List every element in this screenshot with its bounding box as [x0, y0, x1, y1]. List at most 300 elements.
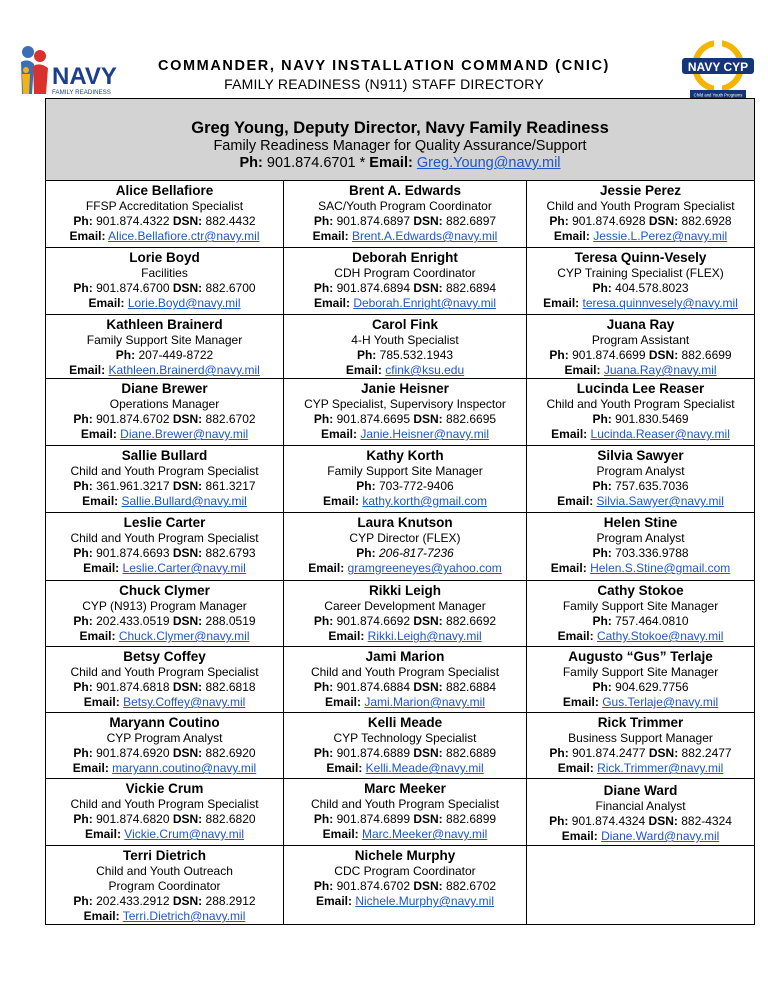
staff-name: Janie Heisner	[361, 381, 449, 396]
staff-phone-line	[527, 412, 754, 427]
staff-card	[527, 181, 755, 248]
dsn-number: 882.2477	[681, 746, 732, 760]
staff-name: Teresa Quinn-Vesely	[574, 250, 707, 265]
email-link[interactable]: Silvia.Sawyer@navy.mil	[596, 494, 724, 508]
dsn-number: 882.6702	[446, 879, 497, 893]
phone-number: 901.874.6692	[336, 614, 410, 628]
email-link[interactable]: Kelli.Meade@navy.mil	[365, 761, 484, 775]
email-link[interactable]: Lucinda.Reaser@navy.mil	[590, 427, 730, 441]
staff-card	[527, 581, 755, 647]
email-label: Email:	[562, 695, 599, 709]
staff-name: Kelli Meade	[367, 715, 443, 730]
staff-phone-line	[527, 814, 754, 829]
staff-title: CDH Program Coordinator	[334, 266, 476, 280]
dsn-number: 882.6695	[446, 412, 497, 426]
phone-label: Ph:	[73, 894, 93, 908]
phone-number: 901.874.6693	[96, 546, 170, 560]
staff-title: Child and Youth Program Specialist	[546, 199, 735, 213]
phone-number: 206-817-7236	[378, 546, 454, 560]
deputy-director-banner	[46, 99, 755, 181]
navy-cyp-logo	[676, 38, 760, 102]
phone-label: Ph:	[73, 614, 93, 628]
staff-email-line	[284, 296, 526, 311]
dsn-number: 882.6889	[446, 746, 497, 760]
staff-title: Child and Youth Program Specialist	[70, 464, 259, 478]
email-label: Email:	[79, 629, 116, 643]
staff-title: CYP Director (FLEX)	[349, 531, 461, 545]
staff-email-line	[284, 827, 526, 842]
phone-label: Ph:	[549, 746, 569, 760]
phone-number: 901.874.6820	[96, 812, 170, 826]
banner-name-title: Greg Young, Deputy Director, Navy Family Readiness	[191, 119, 609, 137]
phone-label: Ph:	[592, 546, 612, 560]
staff-email-line	[284, 561, 526, 576]
phone-label: Ph:	[73, 214, 93, 228]
staff-phone-line	[284, 348, 526, 363]
phone-label: Ph:	[592, 680, 612, 694]
staff-name: Juana Ray	[606, 317, 675, 332]
email-label: Email:	[564, 363, 601, 377]
phone-label: Ph:	[73, 281, 93, 295]
staff-email-line	[527, 695, 754, 710]
staff-title: Family Support Site Manager	[562, 599, 719, 613]
staff-phone-line	[46, 479, 283, 494]
email-link[interactable]: Terri.Dietrich@navy.mil	[122, 909, 246, 923]
dsn-number: 882-4324	[681, 814, 732, 828]
staff-name: Cathy Stokoe	[597, 583, 684, 598]
phone-label: Ph:	[592, 281, 612, 295]
staff-name: Kathy Korth	[366, 448, 444, 463]
dsn-label: DSN:	[172, 479, 203, 493]
phone-number: 703.336.9788	[615, 546, 689, 560]
staff-phone-line	[46, 614, 283, 629]
email-link[interactable]: Vickie.Crum@navy.mil	[124, 827, 245, 841]
directory-row	[46, 846, 755, 925]
dsn-number: 882.6692	[446, 614, 497, 628]
staff-email-line	[46, 695, 283, 710]
staff-card	[527, 647, 755, 713]
directory-row	[46, 446, 755, 513]
staff-email-line	[527, 427, 754, 442]
staff-card	[46, 581, 284, 647]
staff-email-line	[527, 761, 754, 776]
staff-title: 4-H Youth Specialist	[351, 333, 459, 347]
staff-card	[46, 846, 284, 925]
staff-phone-line	[284, 812, 526, 827]
staff-card	[284, 446, 527, 513]
logo-right-text: NAVY CYP	[687, 60, 749, 74]
dsn-label: DSN:	[172, 812, 203, 826]
email-label: Email:	[550, 561, 587, 575]
email-link[interactable]: Rikki.Leigh@navy.mil	[367, 629, 482, 643]
dsn-label: DSN:	[172, 214, 203, 228]
phone-label: Ph:	[73, 812, 93, 826]
staff-phone-line	[284, 281, 526, 296]
staff-card	[527, 779, 755, 846]
phone-label: Ph:	[313, 614, 334, 628]
staff-title: Child and Youth Program Specialist	[70, 797, 259, 811]
staff-email-line	[527, 629, 754, 644]
phone-number: 901.874.2477	[572, 746, 646, 760]
staff-phone-line	[284, 746, 526, 761]
email-link[interactable]: Janie.Heisner@navy.mil	[360, 427, 490, 441]
email-link[interactable]: Diane.Brewer@navy.mil	[120, 427, 249, 441]
phone-number: 361.961.3217	[96, 479, 170, 493]
staff-title: Facilities	[141, 266, 188, 280]
email-label: Email:	[553, 229, 590, 243]
email-label: Email:	[313, 296, 350, 310]
email-label: Email:	[312, 229, 349, 243]
email-link[interactable]: maryann.coutino@navy.mil	[112, 761, 257, 775]
staff-card	[527, 248, 755, 315]
staff-title: Business Support Manager	[568, 731, 713, 745]
staff-email-line	[527, 363, 754, 378]
email-link[interactable]: cfink@ksu.edu	[385, 363, 465, 377]
phone-number: 901.874.4324	[571, 814, 646, 828]
staff-phone-line	[46, 412, 283, 427]
email-link[interactable]: Lorie.Boyd@navy.mil	[127, 296, 241, 310]
staff-card	[46, 181, 284, 248]
staff-phone-line	[527, 348, 754, 363]
dsn-number: 882.6928	[681, 214, 732, 228]
dsn-number: 861.3217	[205, 479, 256, 493]
dsn-number: 882.6699	[681, 348, 732, 362]
email-link[interactable]: Jami.Marion@navy.mil	[364, 695, 485, 709]
email-label: Email:	[315, 894, 352, 908]
staff-card	[46, 248, 284, 315]
phone-label: Ph:	[313, 746, 334, 760]
dsn-label: DSN:	[413, 214, 443, 228]
staff-email-line	[46, 427, 283, 442]
staff-card	[284, 513, 527, 581]
staff-name: Sallie Bullard	[121, 448, 208, 463]
email-label: Email:	[69, 229, 106, 243]
phone-label: Ph:	[73, 479, 93, 493]
phone-number: 785.532.1943	[379, 348, 454, 362]
dsn-number: 882.6920	[205, 746, 256, 760]
phone-number: 901.874.6920	[96, 746, 170, 760]
phone-label: Ph:	[73, 546, 93, 560]
staff-name: Laura Knutson	[357, 515, 453, 530]
phone-number: 901.874.6702	[96, 412, 170, 426]
phone-label: Ph:	[356, 546, 376, 560]
staff-title: Program Assistant	[591, 333, 690, 347]
phone-number: 901.874.6928	[572, 214, 646, 228]
staff-title: Financial Analyst	[595, 799, 686, 813]
email-label: Email:	[308, 561, 345, 575]
dsn-number: 882.4432	[205, 214, 256, 228]
staff-email-line	[284, 229, 526, 244]
phone-label: Ph:	[313, 281, 334, 295]
staff-email-line	[527, 829, 754, 844]
staff-email-line	[46, 296, 283, 311]
phone-label: Ph:	[356, 479, 376, 493]
phone-label: Ph:	[549, 214, 569, 228]
phone-number: 901.874.6884	[336, 680, 410, 694]
dsn-number: 882.6793	[205, 546, 256, 560]
banner-ph-label: Ph:	[239, 155, 263, 171]
staff-title: CYP Training Specialist (FLEX)	[557, 266, 724, 280]
email-link[interactable]: Leslie.Carter@navy.mil	[122, 561, 246, 575]
staff-title: CYP Program Analyst	[106, 731, 223, 745]
staff-name: Jessie Perez	[599, 183, 682, 198]
phone-label: Ph:	[313, 214, 334, 228]
banner-role: Family Readiness Manager for Quality Assurance/Support	[213, 138, 587, 154]
email-label: Email:	[324, 695, 361, 709]
phone-number: 901.874.6695	[336, 412, 410, 426]
dsn-label: DSN:	[648, 348, 679, 362]
email-label: Email:	[543, 296, 580, 310]
staff-phone-line	[284, 614, 526, 629]
staff-email-line	[284, 363, 526, 378]
staff-card	[46, 647, 284, 713]
dsn-number: 882.6899	[446, 812, 497, 826]
phone-number: 207-449-8722	[138, 348, 214, 362]
email-link[interactable]: Kathleen.Brainerd@navy.mil	[108, 363, 260, 377]
staff-name: Terri Dietrich	[122, 848, 207, 863]
email-label: Email:	[80, 427, 117, 441]
staff-email-line	[284, 695, 526, 710]
staff-title: SAC/Youth Program Coordinator	[318, 199, 492, 213]
dsn-label: DSN:	[172, 281, 203, 295]
phone-label: Ph:	[73, 412, 93, 426]
staff-name: Rikki Leigh	[368, 583, 441, 598]
staff-title: Child and Youth Program Specialist	[70, 665, 259, 679]
staff-title: CYP Specialist, Supervisory Inspector	[304, 397, 506, 411]
phone-label: Ph:	[356, 348, 377, 362]
staff-phone-line	[284, 879, 526, 894]
email-link[interactable]: gramgreeneyes@yahoo.com	[347, 561, 502, 575]
phone-label: Ph:	[592, 479, 612, 493]
email-label: Email:	[83, 561, 120, 575]
phone-number: 757.464.0810	[615, 614, 689, 628]
dsn-label: DSN:	[413, 614, 443, 628]
staff-phone-line	[284, 546, 526, 561]
staff-title: Child and Youth Program Specialist	[70, 531, 259, 545]
phone-label: Ph:	[549, 814, 569, 828]
email-label: Email:	[83, 909, 120, 923]
email-link[interactable]: Juana.Ray@navy.mil	[603, 363, 717, 377]
staff-email-line	[284, 494, 526, 509]
staff-phone-line	[46, 812, 283, 827]
staff-card	[284, 779, 527, 846]
banner-email-label: Email:	[369, 155, 413, 171]
staff-phone-line	[527, 281, 754, 296]
logo-left-subtext: FAMILY READINESS	[52, 89, 111, 96]
staff-email-line	[527, 229, 754, 244]
logo-left-text: NAVY	[52, 63, 117, 90]
staff-phone-line	[527, 214, 754, 229]
email-link[interactable]: kathy.korth@gmail.com	[362, 494, 488, 508]
dsn-number: 288.2912	[205, 894, 256, 908]
staff-phone-line	[46, 546, 283, 561]
phone-label: Ph:	[115, 348, 136, 362]
email-link[interactable]: Helen.S.Stine@gmail.com	[590, 561, 731, 575]
page-title: COMMANDER, NAVY INSTALLATION COMMAND (CNIC)	[158, 58, 610, 74]
email-link[interactable]: Sallie.Bullard@navy.mil	[121, 494, 247, 508]
logo-right-subtext: Child and Youth Programs	[693, 92, 743, 98]
email-label: Email:	[557, 494, 594, 508]
dsn-number: 882.6700	[205, 281, 256, 295]
staff-name: Diane Ward	[603, 783, 678, 798]
staff-phone-line	[46, 348, 283, 363]
phone-label: Ph:	[313, 412, 334, 426]
dsn-label: DSN:	[413, 680, 443, 694]
staff-title: Family Support Site Manager	[86, 333, 243, 347]
staff-title: Child and Youth Program Specialist	[310, 665, 500, 679]
dsn-label: DSN:	[172, 614, 203, 628]
directory-row	[46, 181, 755, 248]
staff-phone-line	[527, 746, 754, 761]
staff-email-line	[46, 629, 283, 644]
directory-row	[46, 779, 755, 846]
staff-email-line	[46, 827, 283, 842]
phone-label: Ph:	[313, 879, 334, 893]
email-link[interactable]: Cathy.Stokoe@navy.mil	[596, 629, 724, 643]
staff-phone-line	[527, 680, 754, 695]
staff-email-line	[46, 229, 283, 244]
staff-email-line	[284, 894, 526, 909]
staff-card	[284, 379, 527, 446]
staff-card	[46, 713, 284, 779]
staff-title: Child and Youth Outreach	[96, 864, 233, 878]
email-link[interactable]: teresa.quinnvesely@navy.mil	[582, 296, 738, 310]
dsn-label: DSN:	[413, 412, 443, 426]
phone-label: Ph:	[313, 680, 334, 694]
staff-phone-line	[284, 412, 526, 427]
staff-card	[284, 248, 527, 315]
phone-number: 703-772-9406	[378, 479, 454, 493]
staff-card	[46, 513, 284, 581]
banner-email-link[interactable]: Greg.Young@navy.mil	[416, 155, 561, 171]
email-label: Email:	[328, 629, 365, 643]
phone-number: 901.874.6899	[336, 812, 410, 826]
directory-row	[46, 513, 755, 581]
email-label: Email:	[82, 494, 119, 508]
phone-label: Ph:	[549, 348, 569, 362]
staff-title: Child and Youth Program Specialist	[310, 797, 500, 811]
phone-number: 901.874.6889	[336, 746, 410, 760]
dsn-label: DSN:	[413, 812, 443, 826]
phone-number: 202.433.0519	[96, 614, 170, 628]
email-link[interactable]: Alice.Bellafiore.ctr@navy.mil	[108, 229, 260, 243]
staff-card	[46, 315, 284, 379]
staff-card	[284, 647, 527, 713]
staff-phone-line	[46, 680, 283, 695]
phone-number: 901.830.5469	[615, 412, 689, 426]
staff-card	[46, 446, 284, 513]
email-link[interactable]: Betsy.Coffey@navy.mil	[123, 695, 246, 709]
staff-name: Silvia Sawyer	[597, 448, 684, 463]
staff-card	[527, 713, 755, 779]
phone-number: 901.874.6699	[572, 348, 646, 362]
dsn-label: DSN:	[648, 214, 679, 228]
staff-email-line	[284, 629, 526, 644]
dsn-number: 882.6820	[205, 812, 256, 826]
email-label: Email:	[551, 427, 588, 441]
dsn-label: DSN:	[172, 746, 203, 760]
email-link[interactable]: Chuck.Clymer@navy.mil	[118, 629, 250, 643]
staff-email-line	[46, 909, 283, 924]
staff-name: Lorie Boyd	[129, 250, 200, 265]
staff-title: CYP Technology Specialist	[333, 731, 477, 745]
email-link[interactable]: Jessie.L.Perez@navy.mil	[593, 229, 728, 243]
email-label: Email:	[83, 695, 120, 709]
staff-name: Kathleen Brainerd	[106, 317, 223, 332]
staff-card	[527, 513, 755, 581]
directory-row	[46, 713, 755, 779]
staff-email-line	[284, 761, 526, 776]
staff-card	[527, 379, 755, 446]
directory-row	[46, 581, 755, 647]
staff-name: Rick Trimmer	[597, 715, 684, 730]
phone-label: Ph:	[592, 412, 612, 426]
email-label: Email:	[561, 829, 598, 843]
dsn-label: DSN:	[648, 746, 679, 760]
staff-card	[527, 315, 755, 379]
staff-name: Brent A. Edwards	[348, 183, 462, 198]
staff-title: CDC Program Coordinator	[334, 864, 476, 878]
directory-row	[46, 248, 755, 315]
email-link[interactable]: Deborah.Enright@navy.mil	[353, 296, 497, 310]
phone-label: Ph:	[313, 812, 334, 826]
staff-phone-line	[46, 746, 283, 761]
dsn-label: DSN:	[648, 814, 678, 828]
staff-title: FFSP Accreditation Specialist	[85, 199, 244, 213]
phone-number: 901.874.6702	[336, 879, 410, 893]
staff-name: Diane Brewer	[121, 381, 208, 396]
dsn-number: 882.6818	[205, 680, 256, 694]
staff-card	[527, 446, 755, 513]
directory-row	[46, 379, 755, 446]
staff-phone-line	[46, 214, 283, 229]
email-link[interactable]: Brent.A.Edwards@navy.mil	[352, 229, 498, 243]
empty-cell	[527, 846, 755, 925]
email-label: Email:	[320, 427, 357, 441]
staff-title: Career Development Manager	[324, 599, 486, 613]
banner-phone: 901.874.6701 *	[266, 155, 366, 171]
email-label: Email:	[69, 363, 106, 377]
directory-row	[46, 647, 755, 713]
staff-name: Deborah Enright	[352, 250, 458, 265]
staff-name: Maryann Coutino	[109, 715, 220, 730]
email-link[interactable]: Gus.Terlaje@navy.mil	[602, 695, 719, 709]
email-link[interactable]: Rick.Trimmer@navy.mil	[597, 761, 724, 775]
directory-row	[46, 315, 755, 379]
email-link[interactable]: Diane.Ward@navy.mil	[601, 829, 720, 843]
staff-phone-line	[284, 680, 526, 695]
staff-email-line	[46, 561, 283, 576]
staff-title-line2: Program Coordinator	[108, 879, 221, 893]
staff-name: Vickie Crum	[125, 781, 204, 796]
staff-card	[46, 379, 284, 446]
staff-name: Lucinda Lee Reaser	[576, 381, 705, 396]
email-label: Email:	[322, 827, 359, 841]
staff-email-line	[284, 427, 526, 442]
email-label: Email:	[88, 296, 125, 310]
staff-name: Carol Fink	[371, 317, 438, 332]
staff-email-line	[527, 561, 754, 576]
email-label: Email:	[72, 761, 109, 775]
dsn-label: DSN:	[413, 746, 443, 760]
email-link[interactable]: Nichele.Murphy@navy.mil	[355, 894, 495, 908]
phone-number: 904.629.7756	[615, 680, 689, 694]
dsn-label: DSN:	[172, 412, 203, 426]
staff-phone-line	[284, 214, 526, 229]
email-link[interactable]: Marc.Meeker@navy.mil	[362, 827, 488, 841]
staff-card	[284, 581, 527, 647]
staff-title: Program Analyst	[596, 464, 685, 478]
